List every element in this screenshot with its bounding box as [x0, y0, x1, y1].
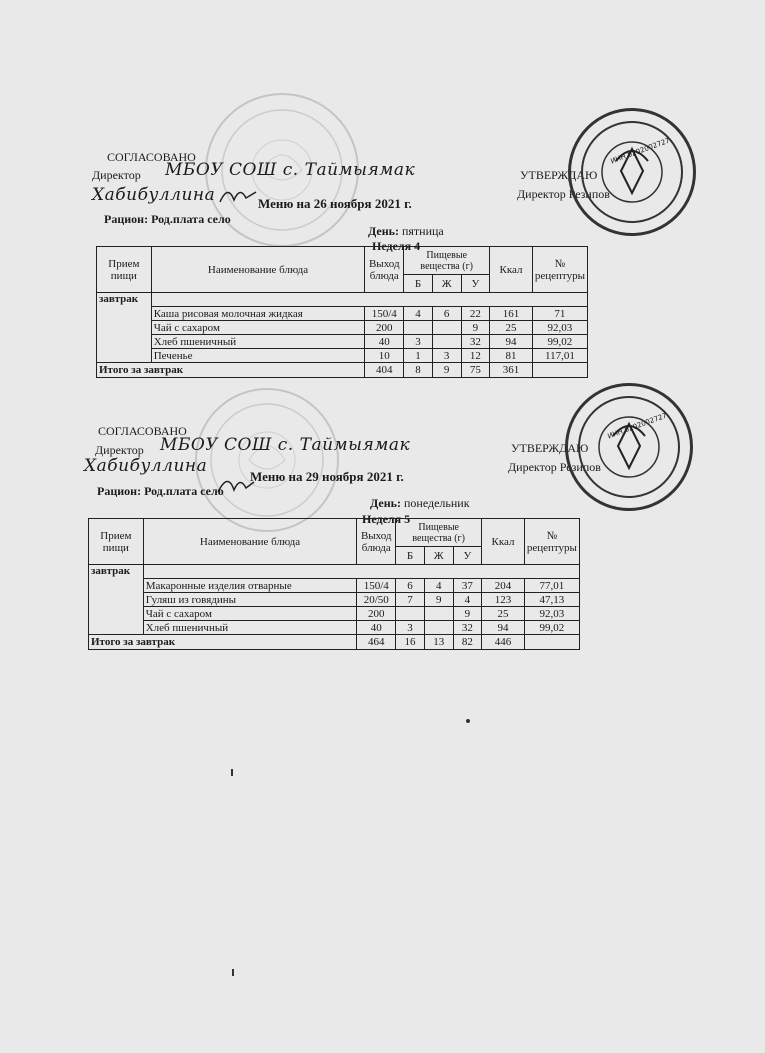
cell-recipe: 92,03	[524, 607, 579, 621]
director-school-handwriting: МБОУ СОШ с. Таймыямак	[160, 435, 411, 455]
cell-kcal: 161	[490, 307, 533, 321]
table-row	[89, 607, 580, 621]
cell-output: 10	[365, 349, 404, 363]
cell-output: 20/50	[357, 593, 396, 607]
header-kcal: Ккал	[490, 247, 533, 293]
total-recipe	[532, 363, 587, 378]
seal-inn-text: ИНН 0202002727	[609, 136, 672, 166]
cell-zh: 3	[432, 349, 461, 363]
cell-output: 40	[365, 335, 404, 349]
header-meal: Прием пищи	[97, 247, 152, 293]
total-row	[89, 635, 580, 650]
cell-recipe: 99,02	[524, 621, 579, 635]
cell-output: 150/4	[357, 579, 396, 593]
dish-name: Гуляш из говядины	[143, 593, 357, 607]
total-kcal: 446	[482, 635, 525, 650]
total-b: 8	[404, 363, 433, 378]
cell-zh	[432, 335, 461, 349]
ration-label: Рацион: Род.плата село	[97, 484, 224, 498]
approve-director-label: Директор Резипов	[508, 460, 601, 474]
menu-title: Меню на 26 ноября 2021 г.	[258, 196, 412, 211]
scan-speck	[231, 769, 233, 776]
scan-speck	[466, 719, 470, 723]
total-label: Итого за завтрак	[97, 363, 365, 378]
dish-name: Хлеб пшеничный	[151, 335, 365, 349]
total-recipe	[524, 635, 579, 650]
total-row	[97, 363, 588, 378]
cell-u: 32	[453, 621, 482, 635]
cell-recipe: 92,03	[532, 321, 587, 335]
dish-name: Хлеб пшеничный	[143, 621, 357, 635]
cell-kcal: 123	[482, 593, 525, 607]
cell-kcal: 25	[482, 607, 525, 621]
cell-u: 37	[453, 579, 482, 593]
director-name-handwriting: Хабибуллина	[84, 456, 208, 476]
header-output: Выход блюда	[357, 519, 396, 565]
table-row	[97, 321, 588, 335]
cell-output: 200	[365, 321, 404, 335]
cell-zh: 6	[432, 307, 461, 321]
cell-b: 3	[396, 621, 425, 635]
header-dish: Наименование блюда	[143, 519, 357, 565]
cell-zh: 9	[424, 593, 453, 607]
menu-title: Меню на 29 ноября 2021 г.	[250, 469, 404, 484]
approve-director-label: Директор Резипов	[517, 187, 610, 201]
week-label: Неделя 5	[362, 512, 411, 526]
header-dish: Наименование блюда	[151, 247, 365, 293]
director-name-handwriting: Хабибуллина	[92, 185, 216, 205]
total-output: 464	[357, 635, 396, 650]
week-label: Неделя 4	[372, 239, 421, 253]
dish-name: Печенье	[151, 349, 365, 363]
header-zh: Ж	[424, 547, 453, 565]
cell-b: 1	[404, 349, 433, 363]
table-row	[89, 579, 580, 593]
menu-table-1	[96, 246, 588, 378]
total-output: 404	[365, 363, 404, 378]
dish-name: Чай с сахаром	[143, 607, 357, 621]
seal-emblem-icon	[568, 386, 690, 508]
school-seal-2	[195, 388, 339, 532]
cell-b	[396, 607, 425, 621]
seal-rings-icon	[197, 390, 337, 530]
director-school-handwriting: МБОУ СОШ с. Таймыямак	[165, 160, 416, 180]
table-row	[97, 307, 588, 321]
cell-zh	[432, 321, 461, 335]
seal-inn-text: ИНН 0202002727	[606, 411, 669, 441]
cell-zh	[424, 607, 453, 621]
seal-emblem-icon	[571, 111, 693, 233]
dish-name: Чай с сахаром	[151, 321, 365, 335]
cell-recipe: 47,13	[524, 593, 579, 607]
cell-zh: 4	[424, 579, 453, 593]
cell-recipe: 117,01	[532, 349, 587, 363]
cell-recipe: 77,01	[524, 579, 579, 593]
header-recipe: № рецептуры	[524, 519, 579, 565]
approve-label: УТВЕРЖДАЮ	[511, 441, 589, 455]
cell-u: 4	[453, 593, 482, 607]
cell-b: 7	[396, 593, 425, 607]
approve-label: УТВЕРЖДАЮ	[520, 168, 598, 182]
cell-kcal: 25	[490, 321, 533, 335]
dish-name: Макаронные изделия отварные	[143, 579, 357, 593]
cell-kcal: 204	[482, 579, 525, 593]
cell-u: 32	[461, 335, 490, 349]
day-value: пятница	[401, 224, 444, 238]
spacer-row	[151, 293, 587, 307]
header-meal: Прием пищи	[89, 519, 144, 565]
cell-u: 9	[453, 607, 482, 621]
cell-zh	[424, 621, 453, 635]
cell-u: 22	[461, 307, 490, 321]
total-u: 75	[461, 363, 490, 378]
cell-b: 6	[396, 579, 425, 593]
signature-1	[218, 182, 258, 208]
meal-name: завтрак	[97, 293, 152, 363]
day-value: понедельник	[403, 496, 470, 510]
header-zh: Ж	[432, 275, 461, 293]
cell-kcal: 94	[490, 335, 533, 349]
director-seal-1	[568, 108, 696, 236]
header-b: Б	[396, 547, 425, 565]
header-b: Б	[404, 275, 433, 293]
total-b: 16	[396, 635, 425, 650]
cell-b: 4	[404, 307, 433, 321]
total-zh: 9	[432, 363, 461, 378]
approved-label: СОГЛАСОВАНО	[107, 150, 196, 164]
header-output: Выход блюда	[365, 247, 404, 293]
director-seal-2	[565, 383, 693, 511]
dish-name: Каша рисовая молочная жидкая	[151, 307, 365, 321]
scan-speck	[232, 969, 234, 976]
cell-output: 40	[357, 621, 396, 635]
cell-kcal: 94	[482, 621, 525, 635]
cell-u: 9	[461, 321, 490, 335]
header-nutrients: Пищевые вещества (г)	[404, 247, 490, 275]
cell-kcal: 81	[490, 349, 533, 363]
approved-label: СОГЛАСОВАНО	[98, 424, 187, 438]
ration-label: Рацион: Род.плата село	[104, 212, 231, 226]
total-u: 82	[453, 635, 482, 650]
header-nutrients: Пищевые вещества (г)	[396, 519, 482, 547]
menu-table-2	[88, 518, 580, 650]
table-row	[97, 335, 588, 349]
spacer-row	[143, 565, 579, 579]
total-label: Итого за завтрак	[89, 635, 357, 650]
header-u: У	[461, 275, 490, 293]
cell-recipe: 99,02	[532, 335, 587, 349]
cell-u: 12	[461, 349, 490, 363]
day-label: День: пятница	[368, 224, 444, 238]
total-kcal: 361	[490, 363, 533, 378]
cell-recipe: 71	[532, 307, 587, 321]
cell-b: 3	[404, 335, 433, 349]
table-row	[89, 621, 580, 635]
cell-output: 200	[357, 607, 396, 621]
director-label: Директор	[92, 168, 141, 182]
cell-output: 150/4	[365, 307, 404, 321]
table-row	[89, 593, 580, 607]
total-zh: 13	[424, 635, 453, 650]
day-label: День: понедельник	[370, 496, 470, 510]
header-u: У	[453, 547, 482, 565]
director-label: Директор	[95, 443, 144, 457]
table-row	[97, 349, 588, 363]
meal-name: завтрак	[89, 565, 144, 635]
cell-b	[404, 321, 433, 335]
header-kcal: Ккал	[482, 519, 525, 565]
header-recipe: № рецептуры	[532, 247, 587, 293]
